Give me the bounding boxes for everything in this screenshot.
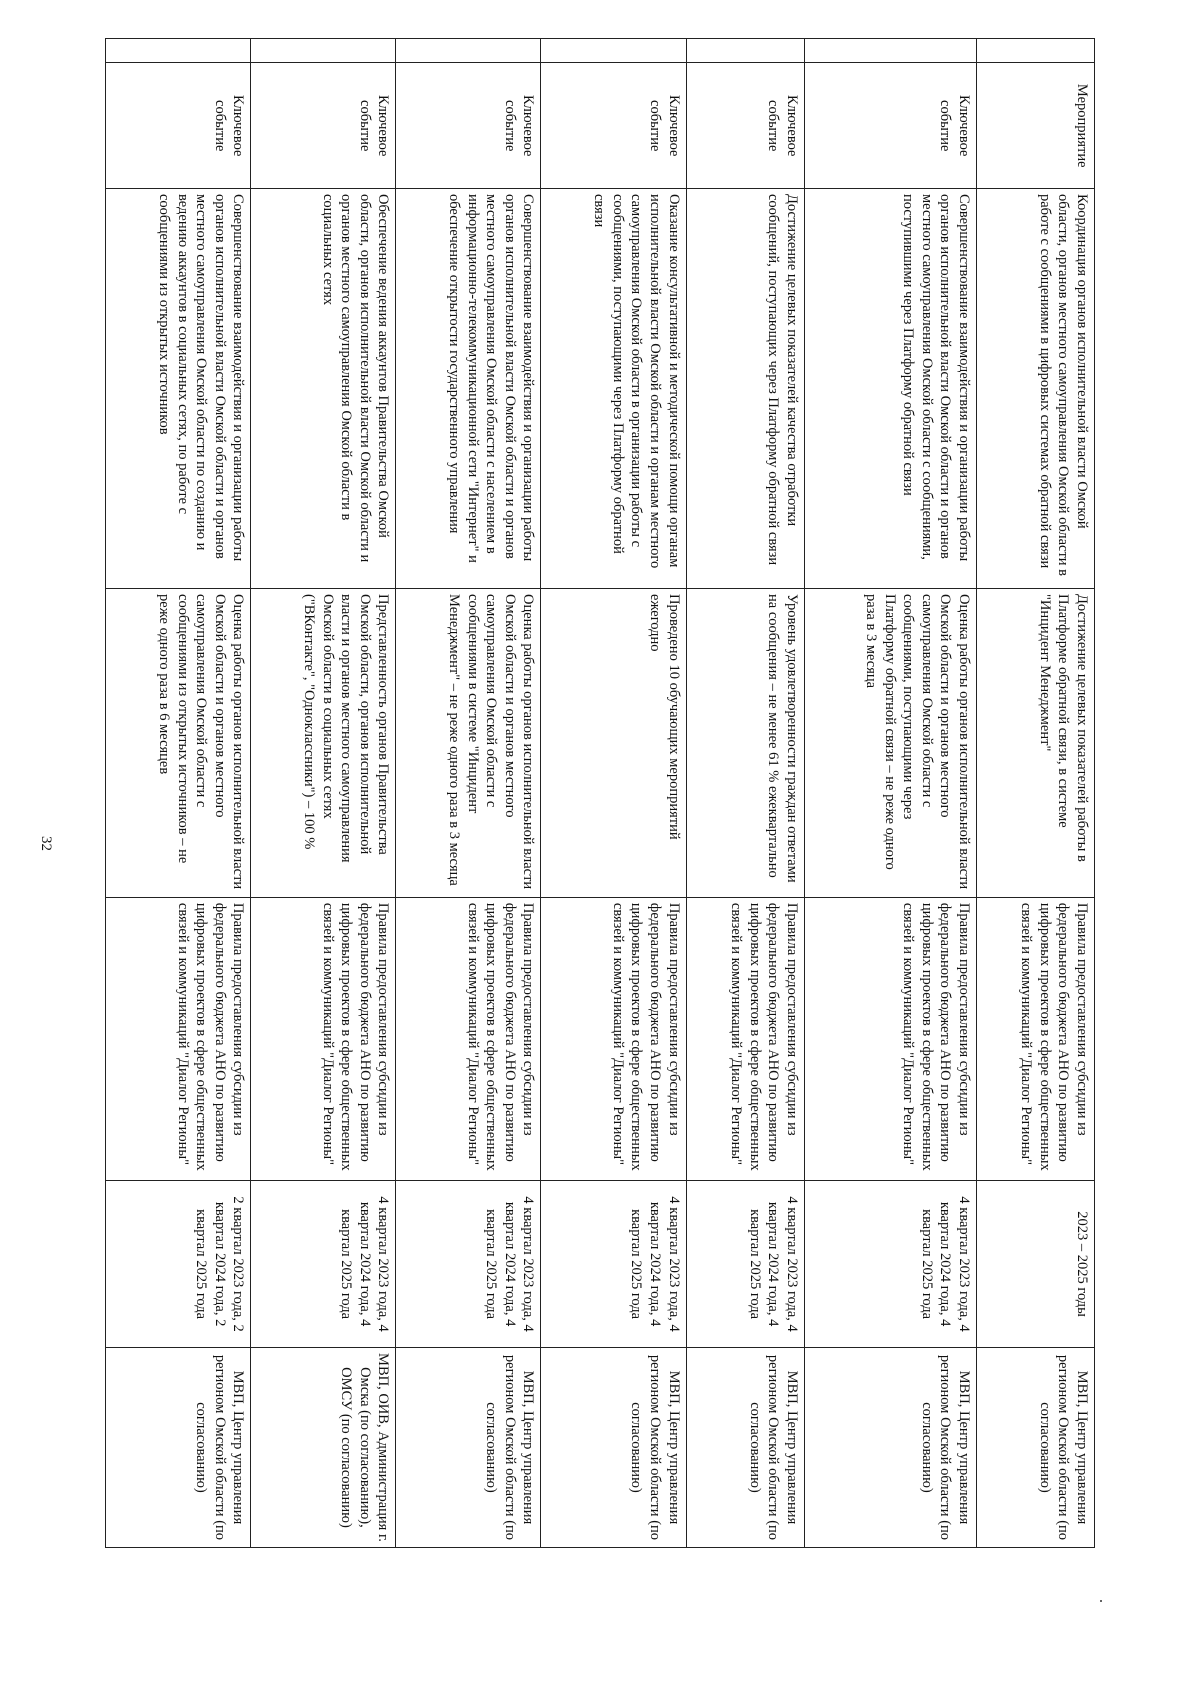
row-responsible: МВП, Центр управления регионом Омской области (по согласованию): [804, 1347, 976, 1547]
row-result: Оценка работы органов исполнительной власти Омской области и органов местного самоуправления Омской области с сообщениями, поступающими через Платформу обратной связи – не реже одного раза в 3 месяца: [804, 589, 976, 898]
row-name: Обеспечение ведения аккаунтов Правительства Омской области, органов исполнительной власти Омской области и органов местного самоуправления Омской области в социальных сетях: [251, 189, 396, 589]
row-name: Достижение целевых показателей качества отработки сообщений, поступающих через Платформу обратной связи: [686, 189, 804, 589]
row-name: Координация органов исполнительной власти Омской области, органов местного самоуправления Омской области в работе с сообщениями в цифровых системах обратной связи: [976, 189, 1094, 589]
row-period: 2 квартал 2023 года, 2 квартал 2024 года, 2 квартал 2025 года: [106, 1181, 251, 1348]
row-type: Ключевое событие: [251, 63, 396, 189]
row-type: Мероприятие: [976, 63, 1094, 189]
row-marker-cell: [106, 39, 251, 63]
row-basis: Правила предоставления субсидии из федерального бюджета АНО по развитию цифровых проектов в сфере общественных связей и коммуникаций "Диалог Регионы": [541, 897, 686, 1180]
stray-mark: [1100, 1600, 1102, 1602]
row-marker-cell: [686, 39, 804, 63]
row-responsible: МВП, Центр управления регионом Омской области (по согласованию): [541, 1347, 686, 1547]
row-responsible: МВП, Центр управления регионом Омской области (по согласованию): [396, 1347, 541, 1547]
row-result: Оценка работы органов исполнительной власти Омской области и органов местного самоуправления Омской области с сообщениями в системе "Инцидент Менеджмент" – не реже одного раза в 3 месяца: [396, 589, 541, 898]
table-row: [541, 39, 686, 1548]
row-responsible: МВП, ОИВ, Администрация г. Омска (по согласованию), ОМСУ (по согласованию): [251, 1347, 396, 1547]
row-basis: Правила предоставления субсидии из федерального бюджета АНО по развитию цифровых проектов в сфере общественных связей и коммуникаций "Диалог Регионы": [106, 897, 251, 1180]
row-basis: Правила предоставления субсидии из федерального бюджета АНО по развитию цифровых проектов в сфере общественных связей и коммуникаций "Диалог Регионы": [686, 897, 804, 1180]
plan-table: [105, 38, 1095, 1548]
row-period: 4 квартал 2023 года, 4 квартал 2024 года, 4 квартал 2025 года: [686, 1181, 804, 1348]
row-marker-cell: [541, 39, 686, 63]
row-responsible: МВП, Центр управления регионом Омской области (по согласованию): [106, 1347, 251, 1547]
row-marker-cell: [396, 39, 541, 63]
row-responsible: МВП, Центр управления регионом Омской области (по согласованию): [686, 1347, 804, 1547]
row-basis: Правила предоставления субсидии из федерального бюджета АНО по развитию цифровых проектов в сфере общественных связей и коммуникаций "Диалог Регионы": [976, 897, 1094, 1180]
row-name: Совершенствование взаимодействия и организации работы органов исполнительной власти Омской области и органов местного самоуправления Омской области по созданию и ведению аккаунтов в социальных сетях, по работе с сообщениями из открытых источников: [106, 189, 251, 589]
table-row: [396, 39, 541, 1548]
row-responsible: МВП, Центр управления регионом Омской области (по согласованию): [976, 1347, 1094, 1547]
row-type: Ключевое событие: [686, 63, 804, 189]
row-marker-cell: [804, 39, 976, 63]
row-type: Ключевое событие: [396, 63, 541, 189]
row-result: Уровень удовлетворенности граждан ответами на сообщения – не менее 61 % ежеквартально: [686, 589, 804, 898]
table-row: [804, 39, 976, 1548]
row-marker-cell: [251, 39, 396, 63]
row-type: Ключевое событие: [804, 63, 976, 189]
row-result: Проведено 10 обучающих мероприятий ежегодно: [541, 589, 686, 898]
row-basis: Правила предоставления субсидии из федерального бюджета АНО по развитию цифровых проектов в сфере общественных связей и коммуникаций "Диалог Регионы": [804, 897, 976, 1180]
row-period: 4 квартал 2023 года, 4 квартал 2024 года, 4 квартал 2025 года: [251, 1181, 396, 1348]
row-period: 4 квартал 2023 года, 4 квартал 2024 года, 4 квартал 2025 года: [804, 1181, 976, 1348]
row-name: Оказание консультативной и методической помощи органам исполнительной власти Омской области и органам местного самоуправления Омской области в организации работы с сообщениями, поступающими через Платформу обратной связи: [541, 189, 686, 589]
row-type: Ключевое событие: [541, 63, 686, 189]
page-number: 32: [38, 836, 54, 851]
table-row: [976, 39, 1094, 1548]
row-name: Совершенствование взаимодействия и организации работы органов исполнительной власти Омской области и органов местного самоуправления Омской области с населением в информационно-телекоммуникационной сети "Интернет" и обеспечение открытости государственного управления: [396, 189, 541, 589]
row-result: Оценка работы органов исполнительной власти Омской области и органов местного самоуправления Омской области с сообщениями из открытых источников – не реже одного раза в 6 месяцев: [106, 589, 251, 898]
row-basis: Правила предоставления субсидии из федерального бюджета АНО по развитию цифровых проектов в сфере общественных связей и коммуникаций "Диалог Регионы": [396, 897, 541, 1180]
row-period: 4 квартал 2023 года, 4 квартал 2024 года, 4 квартал 2025 года: [396, 1181, 541, 1348]
table-row: [106, 39, 251, 1548]
table-row: [251, 39, 396, 1548]
row-period: 2023 – 2025 годы: [976, 1181, 1094, 1348]
row-basis: Правила предоставления субсидии из федерального бюджета АНО по развитию цифровых проектов в сфере общественных связей и коммуникаций "Диалог Регионы": [251, 897, 396, 1180]
table-row: [686, 39, 804, 1548]
row-result: Достижение целевых показателей работы в Платформе обратной связи, в системе "Инцидент Менеджмент": [976, 589, 1094, 898]
row-type: Ключевое событие: [106, 63, 251, 189]
row-period: 4 квартал 2023 года, 4 квартал 2024 года, 4 квартал 2025 года: [541, 1181, 686, 1348]
row-result: Представленность органов Правительства Омской области, органов исполнительной власти и органов местного самоуправления Омской области в социальных сетях ("ВКонтакте", "Одноклассники") – 100 %: [251, 589, 396, 898]
row-name: Совершенствование взаимодействия и организации работы органов исполнительной власти Омской области и органов местного самоуправления Омской области с сообщениями, поступившими через Платформу обратной связи: [804, 189, 976, 589]
table-body: [106, 39, 1095, 1548]
rotated-page-content: [105, 38, 1095, 1548]
row-marker-cell: [976, 39, 1094, 63]
